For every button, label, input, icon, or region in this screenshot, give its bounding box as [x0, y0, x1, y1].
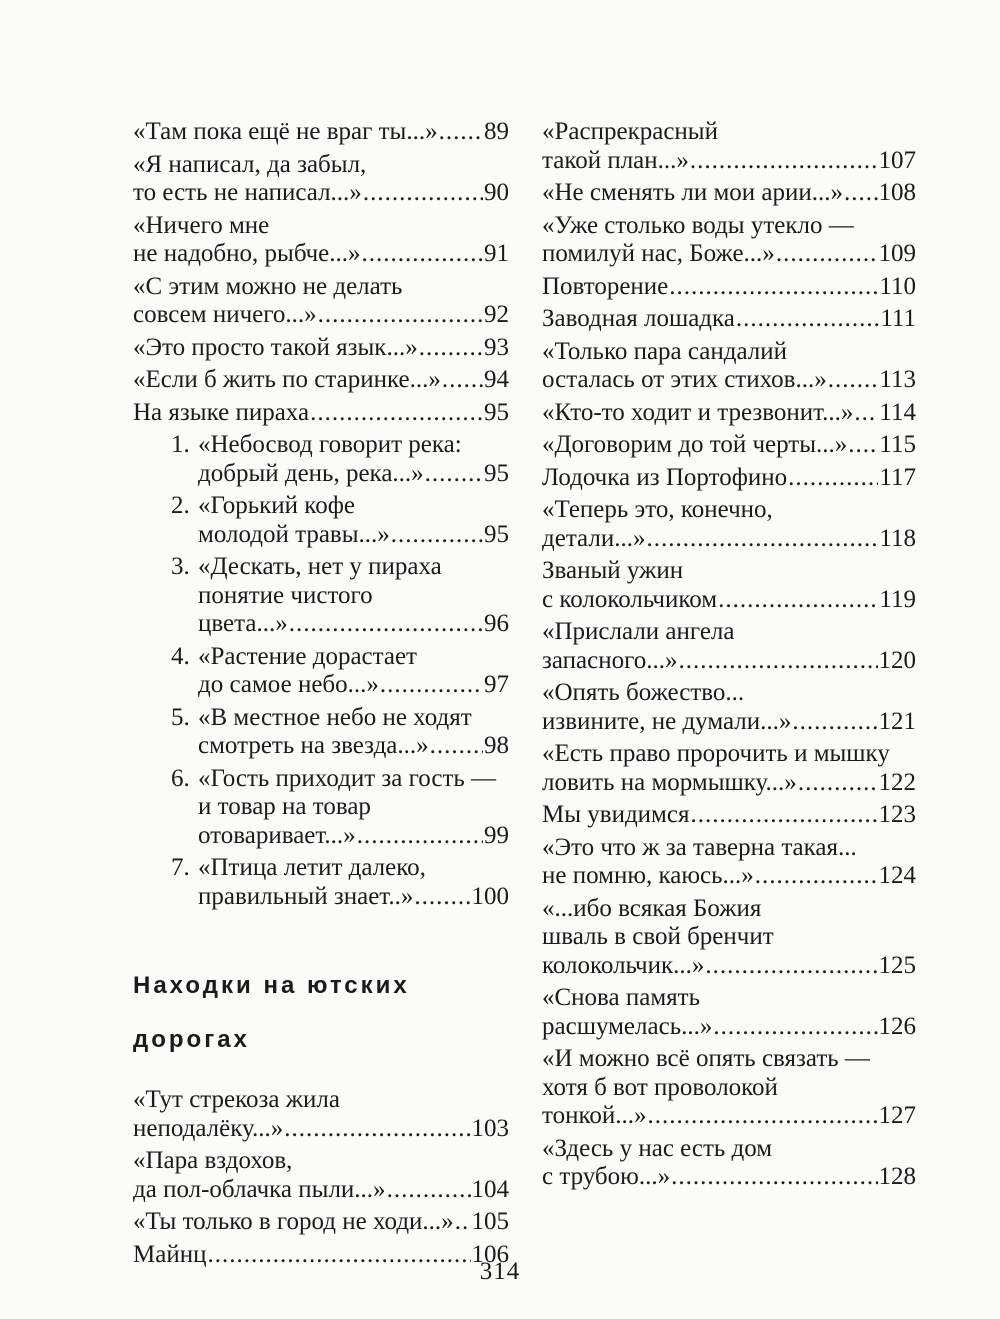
toc-entry-title: Мы увидимся — [542, 801, 690, 828]
toc-entry-line — [542, 147, 916, 176]
toc-entry-line — [542, 862, 916, 891]
toc-entry-line — [133, 1086, 509, 1115]
dot-leader — [776, 240, 878, 269]
toc-entry — [542, 431, 916, 460]
toc-entry-title: На языке пираха — [133, 398, 310, 426]
toc-entry-title: детали...» — [542, 524, 646, 552]
toc-entry-title: «Договорим до той черты...» — [542, 431, 848, 458]
toc-entry-page-number: 108 — [878, 179, 916, 206]
toc-entry-line — [542, 769, 916, 798]
section-heading-line-1: Находки на ютских — [133, 972, 410, 999]
toc-entry-title: «В местное небо не ходят — [198, 703, 472, 731]
toc-entry-title: и товар на товар — [198, 793, 371, 820]
dot-leader — [310, 399, 483, 428]
toc-entry — [542, 496, 916, 553]
toc-entry-title: «Там пока ещё не враг ты...» — [133, 118, 438, 145]
toc-entry — [542, 118, 916, 175]
toc-entry-title: «С этим можно не делать — [133, 272, 403, 300]
toc-entry-page-number: 125 — [878, 951, 916, 979]
toc-entry-title: правильный знает..» — [198, 882, 414, 910]
toc-entry-title: «Не сменять ли мои арии...» — [542, 179, 844, 206]
toc-entry-line — [198, 732, 509, 761]
toc-entry-page-number: 92 — [484, 301, 509, 328]
toc-entry-page-number: 120 — [878, 646, 916, 674]
toc-entries-group — [133, 1086, 509, 1269]
toc-entry-title: запасного...» — [542, 646, 678, 674]
toc-entry — [133, 334, 509, 363]
toc-entry — [133, 366, 509, 395]
toc-entry-line — [542, 708, 916, 737]
section-heading-line-2: дорогах — [133, 1026, 250, 1053]
toc-entry-page-number: 126 — [878, 1012, 916, 1040]
toc-entry-line — [198, 460, 509, 489]
toc-entry-line — [542, 1013, 916, 1042]
toc-entry-line — [133, 212, 509, 241]
toc-entry-line — [133, 366, 509, 395]
toc-entry-line — [542, 399, 916, 428]
toc-entry-line — [133, 179, 509, 208]
toc-entry-line — [133, 1176, 509, 1205]
toc-entry-title: шваль в свой бренчит — [542, 923, 774, 950]
toc-entry-line — [542, 1045, 916, 1074]
toc-entries-group — [542, 118, 916, 1192]
toc-entry-line — [133, 151, 509, 180]
toc-entry-line — [542, 834, 916, 863]
toc-entry-title: «Только пара сандалий — [542, 337, 788, 365]
toc-entry-title: «Ничего мне — [133, 211, 270, 239]
toc-entry-page-number: 121 — [878, 707, 916, 735]
toc-entry-page-number: 98 — [484, 732, 509, 759]
toc-entry — [542, 273, 916, 302]
toc-entry-line — [133, 1115, 509, 1144]
toc-entry-title: «Кто-то ходит и трезвонит...» — [542, 398, 854, 426]
section-heading — [133, 945, 509, 1080]
toc-entry-line — [542, 618, 916, 647]
dot-leader — [391, 521, 483, 550]
dot-leader — [736, 305, 879, 334]
toc-entry-title: извините, не думали...» — [542, 707, 792, 735]
toc-entry-page-number: 95 — [484, 398, 509, 426]
toc-entry-page-number: 93 — [484, 333, 509, 361]
toc-entry-line — [198, 671, 509, 700]
dot-leader — [284, 1115, 470, 1144]
dot-leader — [414, 883, 470, 912]
toc-entry-line — [198, 553, 509, 582]
toc-entry-title: Майнц — [133, 1240, 207, 1268]
toc-entry-page-number: 114 — [879, 398, 916, 426]
toc-entry-title: «Это просто такой язык...» — [133, 333, 418, 361]
toc-entry-title: «Теперь это, конечно, — [542, 496, 773, 523]
toc-entry-line — [542, 305, 916, 334]
dot-leader — [755, 862, 878, 891]
toc-entry-page-number: 97 — [484, 671, 509, 698]
dot-leader — [425, 460, 483, 489]
toc-entry-line — [542, 525, 916, 554]
toc-entry-line — [133, 273, 509, 302]
dot-leader — [854, 399, 878, 428]
toc-entry-line — [133, 1208, 509, 1237]
toc-entry-title: «Горький кофе — [198, 492, 355, 519]
toc-entry-title: «Ты только в город не ходи...» — [133, 1208, 454, 1235]
toc-entry-line — [542, 647, 916, 676]
toc-entry-line — [542, 338, 916, 367]
toc-entry-title: «Если б жить по старинке...» — [133, 366, 441, 393]
toc-entry — [133, 1208, 509, 1237]
toc-entry-page-number: 90 — [484, 179, 509, 206]
toc-entry-title: «...ибо всякая Божия — [542, 894, 762, 922]
toc-entry-page-number: 122 — [878, 768, 916, 796]
toc-entry — [133, 273, 509, 330]
toc-entry-title: Званый ужин — [542, 557, 684, 584]
toc-entry-title: «Здесь у нас есть дом — [542, 1134, 773, 1162]
toc-entry-line — [542, 801, 916, 830]
dot-leader — [430, 732, 483, 761]
toc-entry-line — [133, 334, 509, 363]
toc-entry — [133, 212, 509, 269]
toc-entries-group — [133, 118, 509, 427]
toc-entry-page-number: 91 — [484, 240, 509, 267]
toc-entry — [542, 679, 916, 736]
toc-entry-line — [198, 883, 509, 912]
toc-entry-page-number: 111 — [880, 305, 916, 332]
toc-entry-line — [542, 586, 916, 615]
toc-sub-entry-number: 7. — [171, 854, 190, 881]
toc-right-column — [542, 118, 916, 1196]
page-number: 314 — [479, 1258, 521, 1285]
toc-entry-title: с трубою...» — [542, 1163, 671, 1190]
toc-sub-entry-number: 3. — [171, 553, 190, 580]
toc-entry-line — [542, 984, 916, 1013]
toc-sub-entry-number: 6. — [171, 764, 190, 792]
dot-leader — [419, 334, 483, 363]
toc-entry-line — [542, 1074, 916, 1103]
toc-sub-entry — [133, 431, 509, 488]
toc-sub-entry — [133, 765, 509, 851]
toc-entry-line — [542, 740, 916, 769]
toc-entry-title: «Я написал, да забыл, — [133, 150, 367, 178]
dot-leader — [671, 1163, 877, 1192]
toc-entry — [542, 984, 916, 1041]
dot-leader — [442, 366, 483, 395]
toc-entry-title: помилуй нас, Боже...» — [542, 240, 775, 267]
toc-sub-entries-group — [133, 431, 509, 911]
toc-entry-page-number: 95 — [484, 459, 509, 487]
toc-entry-page-number: 117 — [879, 463, 916, 491]
toc-entry-title: «Это что ж за таверна такая... — [542, 833, 857, 861]
toc-entry — [542, 399, 916, 428]
toc-entry-line — [542, 240, 916, 269]
toc-entry-page-number: 109 — [878, 240, 916, 267]
toc-entry-line — [542, 496, 916, 525]
toc-entry-title: «Растение дорастает — [198, 642, 417, 670]
toc-entry-line — [198, 492, 509, 521]
toc-entry-title: не надобно, рыбче...» — [133, 240, 361, 267]
toc-entry-page-number: 94 — [484, 366, 509, 393]
toc-entry — [542, 338, 916, 395]
toc-entry-page-number: 104 — [471, 1175, 509, 1203]
toc-entry-title: «Гость приходит за гость — — [198, 764, 497, 792]
toc-entry-title: да пол-облачка пыли...» — [133, 1175, 386, 1203]
toc-sub-entry-number: 5. — [171, 703, 190, 731]
toc-entry-line — [542, 1135, 916, 1164]
toc-entry-line — [542, 557, 916, 586]
toc-entry-title: «И можно всё опять связать — — [542, 1045, 870, 1072]
dot-leader — [380, 671, 483, 700]
toc-entry-title: то есть не написал...» — [133, 179, 362, 206]
toc-entry-line — [198, 643, 509, 672]
toc-entry-line — [198, 431, 509, 460]
toc-entry-title: «Небосвод говорит река: — [198, 431, 462, 458]
toc-entry-line — [198, 793, 509, 822]
dot-leader — [439, 118, 483, 147]
toc-entry-title: «Прислали ангела — [542, 618, 735, 645]
toc-entry-line — [542, 923, 916, 952]
toc-entry-line — [133, 240, 509, 269]
toc-entry-line — [542, 118, 916, 147]
toc-sub-entry-number: 2. — [171, 492, 190, 519]
toc-entry-page-number: 99 — [484, 821, 509, 849]
toc-entry-page-number: 106 — [471, 1240, 509, 1268]
toc-entry — [542, 179, 916, 208]
toc-entry-title: неподалёку...» — [133, 1114, 284, 1142]
toc-entry — [542, 834, 916, 891]
toc-entry-page-number: 107 — [878, 146, 916, 174]
toc-entry-title: «Пара вздохов, — [133, 1147, 293, 1174]
toc-entry-line — [542, 212, 916, 241]
toc-entry-line — [542, 895, 916, 924]
toc-entry-title: хотя б вот проволокой — [542, 1073, 778, 1101]
toc-entry-line — [542, 1163, 916, 1192]
dot-leader — [792, 708, 877, 737]
toc-entry — [542, 1045, 916, 1131]
toc-entry — [542, 895, 916, 981]
dot-leader — [678, 647, 877, 676]
toc-entry-page-number: 113 — [879, 366, 916, 393]
toc-entry-title: колокольчик...» — [542, 951, 705, 979]
toc-entry-page-number: 103 — [471, 1114, 509, 1142]
dot-leader — [289, 610, 483, 639]
toc-entry-title: отоваривает...» — [198, 821, 356, 849]
toc-entry-page-number: 100 — [471, 882, 509, 910]
dot-leader — [705, 952, 877, 981]
toc-entry-title: с колокольчиком — [542, 585, 718, 613]
toc-entry-title: «Опять божество... — [542, 679, 745, 706]
toc-entry — [133, 1147, 509, 1204]
toc-entry-title: «Уже столько воды утекло — — [542, 211, 854, 239]
toc-entry-page-number: 96 — [484, 610, 509, 637]
dot-leader — [646, 525, 878, 554]
toc-entry-title: «Снова память — [542, 984, 700, 1011]
toc-entry — [542, 557, 916, 614]
toc-entry-title: «Есть право пророчить и мышку — [542, 740, 890, 767]
toc-entry-page-number: 105 — [471, 1208, 509, 1235]
toc-sub-entry — [133, 492, 509, 549]
toc-left-column — [133, 118, 509, 1273]
dot-leader — [357, 822, 483, 851]
toc-entry-title: осталась от этих стихов...» — [542, 366, 827, 393]
toc-entry-line — [542, 273, 916, 302]
toc-entry-title: расшумелась...» — [542, 1012, 713, 1040]
toc-entry-title: Лодочка из Портофино — [542, 463, 788, 491]
toc-entry — [133, 1086, 509, 1143]
dot-leader — [848, 431, 878, 460]
toc-entry — [542, 740, 916, 797]
dot-leader — [387, 1176, 471, 1205]
dot-leader — [690, 147, 878, 176]
toc-sub-entry-number: 1. — [171, 431, 190, 458]
toc-entry-title: молодой травы...» — [198, 520, 390, 548]
dot-leader — [362, 240, 483, 269]
toc-entry-page-number: 115 — [879, 431, 916, 458]
toc-entry-line — [133, 301, 509, 330]
toc-entry-title: ловить на мормышку...» — [542, 768, 797, 796]
toc-entry — [542, 1135, 916, 1192]
toc-entry-title: «Тут стрекоза жила — [133, 1086, 340, 1113]
toc-entry-line — [133, 1147, 509, 1176]
toc-entry-title: смотреть на звезда...» — [198, 732, 429, 759]
toc-entry-line — [542, 679, 916, 708]
toc-entry-title: тонкой...» — [542, 1102, 647, 1129]
toc-entry-page-number: 119 — [879, 585, 916, 613]
dot-leader — [798, 769, 878, 798]
toc-sub-entry — [133, 553, 509, 639]
toc-entry-line — [542, 952, 916, 981]
toc-entry-title: Заводная лошадка — [542, 305, 735, 332]
toc-entry — [542, 618, 916, 675]
toc-entry-line — [198, 854, 509, 883]
toc-entry-page-number: 89 — [484, 118, 509, 145]
dot-leader — [363, 179, 483, 208]
dot-leader — [318, 301, 483, 330]
toc-entry-title: «Распрекрасный — [542, 118, 718, 145]
toc-entry-title: Повторение — [542, 272, 669, 300]
toc-entry — [542, 305, 916, 334]
toc-entry-line — [198, 521, 509, 550]
toc-entry-title: понятие чистого — [198, 581, 373, 609]
toc-entry-line — [133, 399, 509, 428]
toc-entry-title: «Птица летит далеко, — [198, 854, 426, 881]
toc-sub-entry-number: 4. — [171, 642, 190, 670]
toc-sub-entry — [133, 854, 509, 911]
toc-sub-entry — [133, 643, 509, 700]
toc-entry — [133, 118, 509, 147]
dot-leader — [713, 1013, 877, 1042]
dot-leader — [669, 273, 878, 302]
toc-entry-page-number: 127 — [878, 1102, 916, 1129]
toc-entry-page-number: 110 — [879, 272, 916, 300]
toc-entry-title: до самое небо...» — [198, 671, 379, 698]
toc-entry-title: не помню, каюсь...» — [542, 862, 754, 889]
toc-entry-page-number: 124 — [878, 862, 916, 889]
toc-entry-line — [542, 366, 916, 395]
toc-entry — [133, 151, 509, 208]
toc-entry-page-number: 118 — [879, 524, 916, 552]
toc-entry-page-number: 95 — [484, 520, 509, 548]
toc-entry-line — [198, 704, 509, 733]
dot-leader — [828, 366, 879, 395]
toc-entry-line — [133, 118, 509, 147]
dot-leader — [455, 1208, 471, 1237]
toc-entry — [542, 212, 916, 269]
toc-entry-line — [542, 1102, 916, 1131]
toc-entry-title: цвета...» — [198, 610, 288, 637]
toc-entry-line — [198, 765, 509, 794]
toc-entry-line — [542, 179, 916, 208]
toc-entry-page-number: 128 — [878, 1163, 916, 1190]
toc-entry-page-number: 123 — [878, 801, 916, 828]
toc-entry-title: «Дескать, нет у пираха — [198, 553, 442, 580]
toc-entry-line — [542, 431, 916, 460]
toc-sub-entry — [133, 704, 509, 761]
toc-entry — [133, 399, 509, 428]
dot-leader — [718, 586, 878, 615]
dot-leader — [788, 464, 878, 493]
toc-entry-line — [198, 822, 509, 851]
toc-entry-title: добрый день, река...» — [198, 459, 424, 487]
dot-leader — [690, 801, 877, 830]
toc-entry-title: такой план...» — [542, 146, 689, 174]
toc-entry-title: совсем ничего...» — [133, 301, 317, 328]
toc-entry — [542, 801, 916, 830]
toc-entry — [542, 464, 916, 493]
toc-entry-line — [198, 582, 509, 611]
toc-entry-line — [542, 464, 916, 493]
toc-entry-line — [198, 610, 509, 639]
dot-leader — [647, 1102, 877, 1131]
dot-leader — [844, 179, 877, 208]
